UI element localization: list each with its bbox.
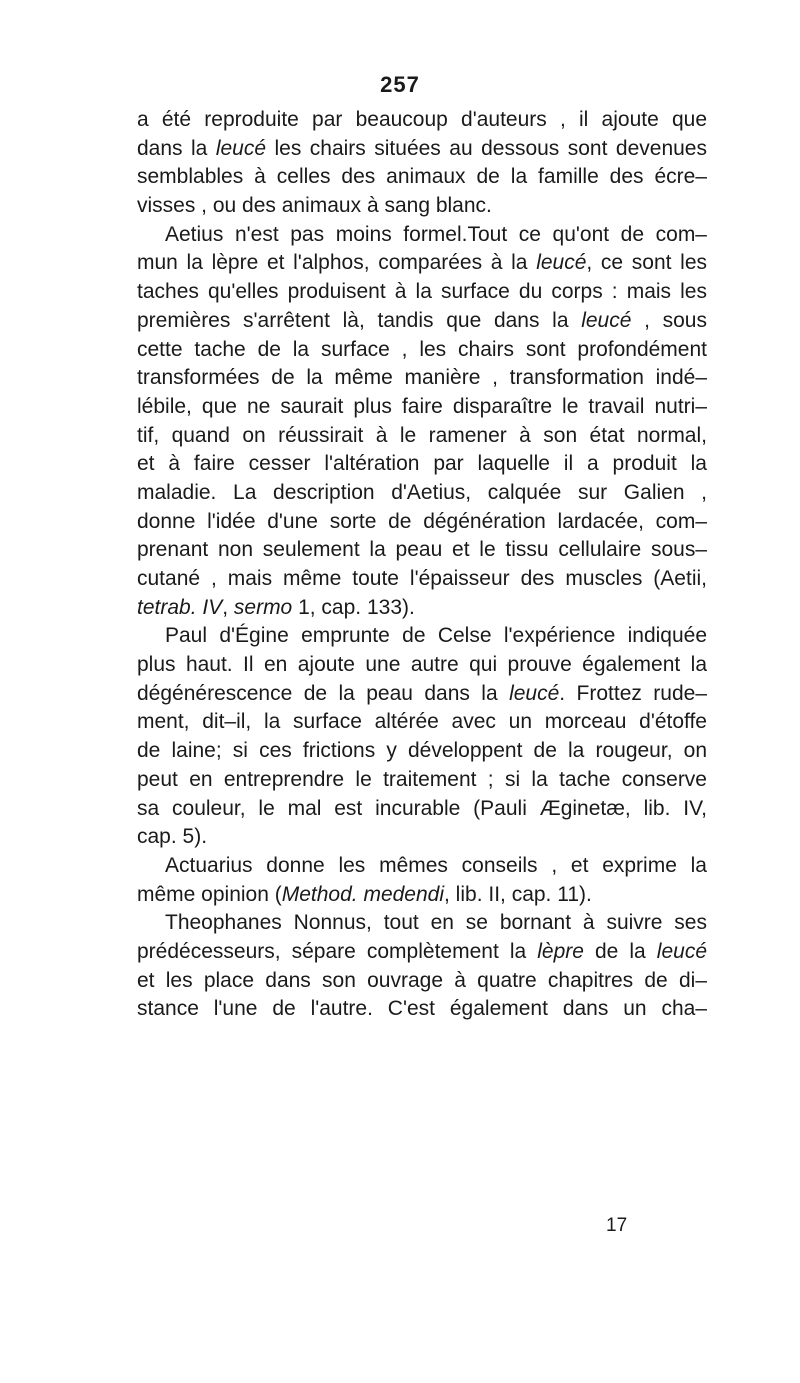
text-segment: Actuarius donne les mêmes conseils , et exprime la: [165, 853, 707, 877]
text-segment: , ce sont les: [586, 251, 707, 275]
text-line: [137, 766, 707, 795]
text-segment: maladie. La description d'Aetius, calquée sur Galien ,: [137, 480, 707, 504]
text-segment: prenant non seulement la peau et le tissu cellulaire sous–: [137, 538, 707, 562]
text-segment: a été reproduite par beaucoup d'auteurs , il ajoute que: [137, 108, 707, 131]
text-segment: mun la lèpre et l'alphos, comparées à la: [137, 251, 537, 275]
text-segment: prédécesseurs, sépare complètement la: [137, 939, 538, 963]
text-line: [137, 881, 707, 910]
text-segment: semblables à celles des animaux de la famille des écre–: [137, 165, 707, 189]
text-line: [137, 336, 707, 365]
text-segment: et les place dans son ouvrage à quatre chapitres de di–: [137, 968, 707, 992]
text-segment: cap. 5).: [137, 825, 208, 849]
text-line: [137, 278, 707, 307]
text-line: [137, 565, 707, 594]
text-segment: Paul d'Égine emprunte de Celse l'expérience indiquée: [165, 624, 707, 648]
text-line: [137, 135, 707, 164]
text-line: [137, 364, 707, 393]
text-line: [137, 995, 707, 1024]
text-line: [137, 938, 707, 967]
text-line: [137, 479, 707, 508]
text-segment: même opinion (: [137, 882, 282, 906]
italic-term: tetrab. IV: [137, 595, 223, 619]
text-segment: les chairs situées au dessous sont devenues: [266, 136, 707, 160]
text-segment: ,: [222, 595, 234, 619]
text-segment: de la: [583, 939, 657, 963]
text-segment: peut en entreprendre le traitement ; si la tache conserve: [137, 767, 707, 791]
text-segment: cutané , mais même toute l'épaisseur des muscles (Aetii,: [137, 567, 707, 590]
text-line: [137, 106, 707, 135]
text-segment: premières s'arrêtent là, tandis que dans la: [137, 308, 582, 332]
text-line: [137, 594, 707, 623]
text-segment: lébile, que ne saurait plus faire disparaître le travail nutri–: [137, 394, 707, 418]
text-segment: dans la: [137, 136, 216, 160]
text-line: [137, 536, 707, 565]
text-line: [137, 823, 707, 852]
text-segment: et à faire cesser l'altération par laquelle il a produit la: [137, 452, 707, 476]
italic-term: leucé: [215, 136, 267, 160]
text-line: [137, 708, 707, 737]
text-line: [137, 192, 707, 221]
text-segment: de laine; si ces frictions y développent de la rougeur, on: [137, 739, 707, 763]
text-line: [137, 651, 707, 680]
italic-term: Method. medendi: [281, 882, 445, 906]
text-segment: dégénérescence de la peau dans la: [137, 681, 510, 705]
text-segment: . Frottez rude–: [559, 681, 707, 705]
text-line: [137, 422, 707, 451]
text-line: [137, 680, 707, 709]
text-line: [137, 795, 707, 824]
text-line: [137, 622, 707, 651]
italic-term: lèpre: [537, 939, 584, 963]
text-line: [137, 307, 707, 336]
text-line: [137, 221, 707, 250]
text-line: [137, 852, 707, 881]
text-segment: 1, cap. 133).: [292, 595, 415, 619]
text-line: [137, 393, 707, 422]
italic-term: leucé: [509, 681, 560, 705]
text-segment: taches qu'elles produisent à la surface du corps : mais les: [137, 280, 707, 304]
text-line: [137, 450, 707, 479]
italic-term: leucé: [656, 939, 707, 963]
text-line: [137, 249, 707, 278]
text-segment: plus haut. Il en ajoute une autre qui prouve également la: [137, 653, 707, 677]
text-segment: transformées de la même manière , transformation indé–: [137, 366, 707, 390]
text-line: [137, 163, 707, 192]
text-segment: , sous: [631, 308, 707, 332]
italic-term: leucé: [536, 251, 587, 275]
text-segment: tif, quand on réussirait à le ramener à son état normal,: [137, 423, 707, 447]
text-segment: visses , ou des animaux à sang blanc.: [137, 194, 492, 218]
text-line: [137, 737, 707, 766]
page-number: 257: [380, 72, 420, 97]
text-segment: Aetius n'est pas moins formel.Tout ce qu'ont de com–: [165, 222, 707, 246]
italic-term: leucé: [581, 308, 632, 332]
body-text: [137, 106, 707, 1024]
text-segment: sa couleur, le mal est incurable (Pauli Æginetæ, lib. IV,: [137, 796, 707, 820]
italic-term: sermo: [233, 595, 293, 619]
text-segment: Theophanes Nonnus, tout en se bornant à suivre ses: [165, 911, 707, 935]
text-segment: ment, dit–il, la surface altérée avec un morceau d'étoffe: [137, 710, 707, 734]
text-segment: donne l'idée d'une sorte de dégénération lardacée, com–: [137, 509, 707, 533]
text-line: [137, 508, 707, 537]
text-line: [137, 967, 707, 996]
text-segment: , lib. II, cap. 11).: [444, 882, 592, 906]
signature-mark: 17: [606, 1215, 628, 1236]
text-line: [137, 909, 707, 938]
text-segment: cette tache de la surface , les chairs sont profondément: [137, 337, 707, 361]
text-segment: stance l'une de l'autre. C'est également dans un cha–: [137, 997, 707, 1021]
